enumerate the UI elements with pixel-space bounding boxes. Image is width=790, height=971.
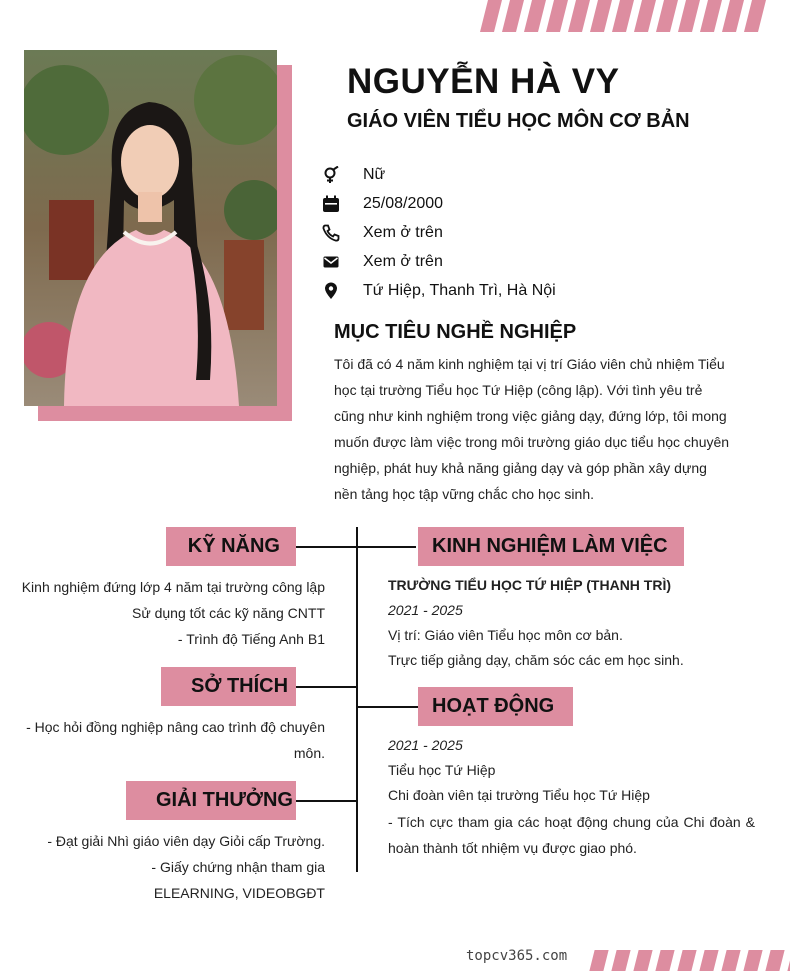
activities-org: Tiểu học Tứ Hiệp: [388, 762, 496, 778]
info-gender: [322, 160, 556, 189]
candidate-name: NGUYỄN HÀ VY: [347, 62, 620, 101]
experience-period: 2021 - 2025: [388, 602, 463, 618]
info-phone: [322, 218, 556, 247]
personal-info-list: [322, 160, 556, 305]
experience-line: Vị trí: Giáo viên Tiểu học môn cơ bản.: [388, 627, 623, 643]
bottom-stripes-decoration: [592, 950, 790, 971]
info-email: [322, 247, 556, 276]
objective-title: MỤC TIÊU NGHỀ NGHIỆP: [334, 321, 577, 343]
phone-value: Xem ở trên: [363, 223, 443, 241]
awards-list: [47, 828, 325, 906]
info-birthday: [322, 189, 556, 218]
list-item: ELEARNING, VIDEOBGĐT: [153, 885, 325, 901]
phone-icon: [322, 224, 340, 242]
experience-content: [388, 573, 684, 673]
activities-content: [388, 733, 755, 861]
experience-line: Trực tiếp giảng dạy, chăm sóc các em học sinh.: [388, 652, 684, 668]
activities-heading-box: [418, 687, 573, 726]
awards-heading-box: [126, 781, 296, 820]
objective-text: Tôi đã có 4 năm kinh nghiệm tại vị trí Giáo viên chủ nhiệm Tiểu học tại trường Tiểu học Tứ Hiệp (công lập). Với tình yêu trẻ cũng như kinh nghiệm trong việc giảng dạy, đứng lớp, tôi mong muốn được làm việc trong môi trường giáo dục tiểu học chuyên nghiệp, phát huy khả năng giảng dạy và góp phần xây dựng nền tảng học tập vững chắc cho học sinh.: [334, 356, 730, 502]
timeline-divider: [356, 527, 358, 872]
activities-desc: - Tích cực tham gia các hoạt động chung của Chi đoàn & hoàn thành tốt nhiệm vụ được giao phó.: [388, 814, 755, 856]
footer-site: topcv365.com: [466, 948, 568, 964]
gender-icon: [322, 166, 340, 184]
birthday-value: 25/08/2000: [363, 194, 444, 212]
list-item: Kinh nghiệm đứng lớp 4 năm tại trường công lập: [21, 579, 325, 595]
awards-title: GIẢI THƯỞNG: [156, 789, 293, 811]
list-item: - Trình độ Tiếng Anh B1: [177, 631, 325, 647]
hobbies-list: [25, 714, 325, 766]
skills-connector: [296, 546, 416, 548]
experience-heading-box: [418, 527, 684, 566]
list-item: Sử dụng tốt các kỹ năng CNTT: [131, 605, 325, 621]
skills-heading-box: [166, 527, 296, 566]
experience-title: KINH NGHIỆM LÀM VIỆC: [432, 535, 668, 557]
activities-connector: [356, 706, 418, 708]
profile-photo: [24, 50, 277, 406]
list-item: - Đạt giải Nhì giáo viên dạy Giỏi cấp Trường.: [47, 833, 325, 849]
list-item: - Học hỏi đồng nghiệp nâng cao trình độ chuyên: [26, 719, 325, 735]
activities-period: 2021 - 2025: [388, 737, 463, 753]
hobbies-connector: [296, 686, 357, 688]
address-value: Tứ Hiệp, Thanh Trì, Hà Nội: [363, 281, 556, 299]
hobbies-heading-box: [161, 667, 296, 706]
candidate-role: GIÁO VIÊN TIỂU HỌC MÔN CƠ BẢN: [347, 110, 690, 132]
email-value: Xem ở trên: [363, 252, 443, 270]
hobbies-title: SỞ THÍCH: [191, 675, 289, 697]
experience-company: TRƯỜNG TIỂU HỌC TỨ HIỆP (THANH TRÌ): [388, 577, 672, 593]
activities-title: HOẠT ĐỘNG: [432, 695, 555, 717]
skills-list: [22, 574, 325, 652]
mail-icon: [322, 253, 340, 271]
list-item: môn.: [293, 745, 325, 761]
activities-role: Chi đoàn viên tại trường Tiểu học Tứ Hiệp: [388, 787, 650, 803]
awards-connector: [296, 800, 357, 802]
skills-title: KỸ NĂNG: [187, 535, 280, 557]
top-stripes-decoration: [484, 0, 762, 32]
list-item: - Giấy chứng nhận tham gia: [151, 859, 325, 875]
info-address: [322, 276, 556, 305]
gender-value: Nữ: [363, 165, 386, 183]
location-icon: [322, 282, 340, 300]
calendar-icon: [322, 195, 340, 213]
